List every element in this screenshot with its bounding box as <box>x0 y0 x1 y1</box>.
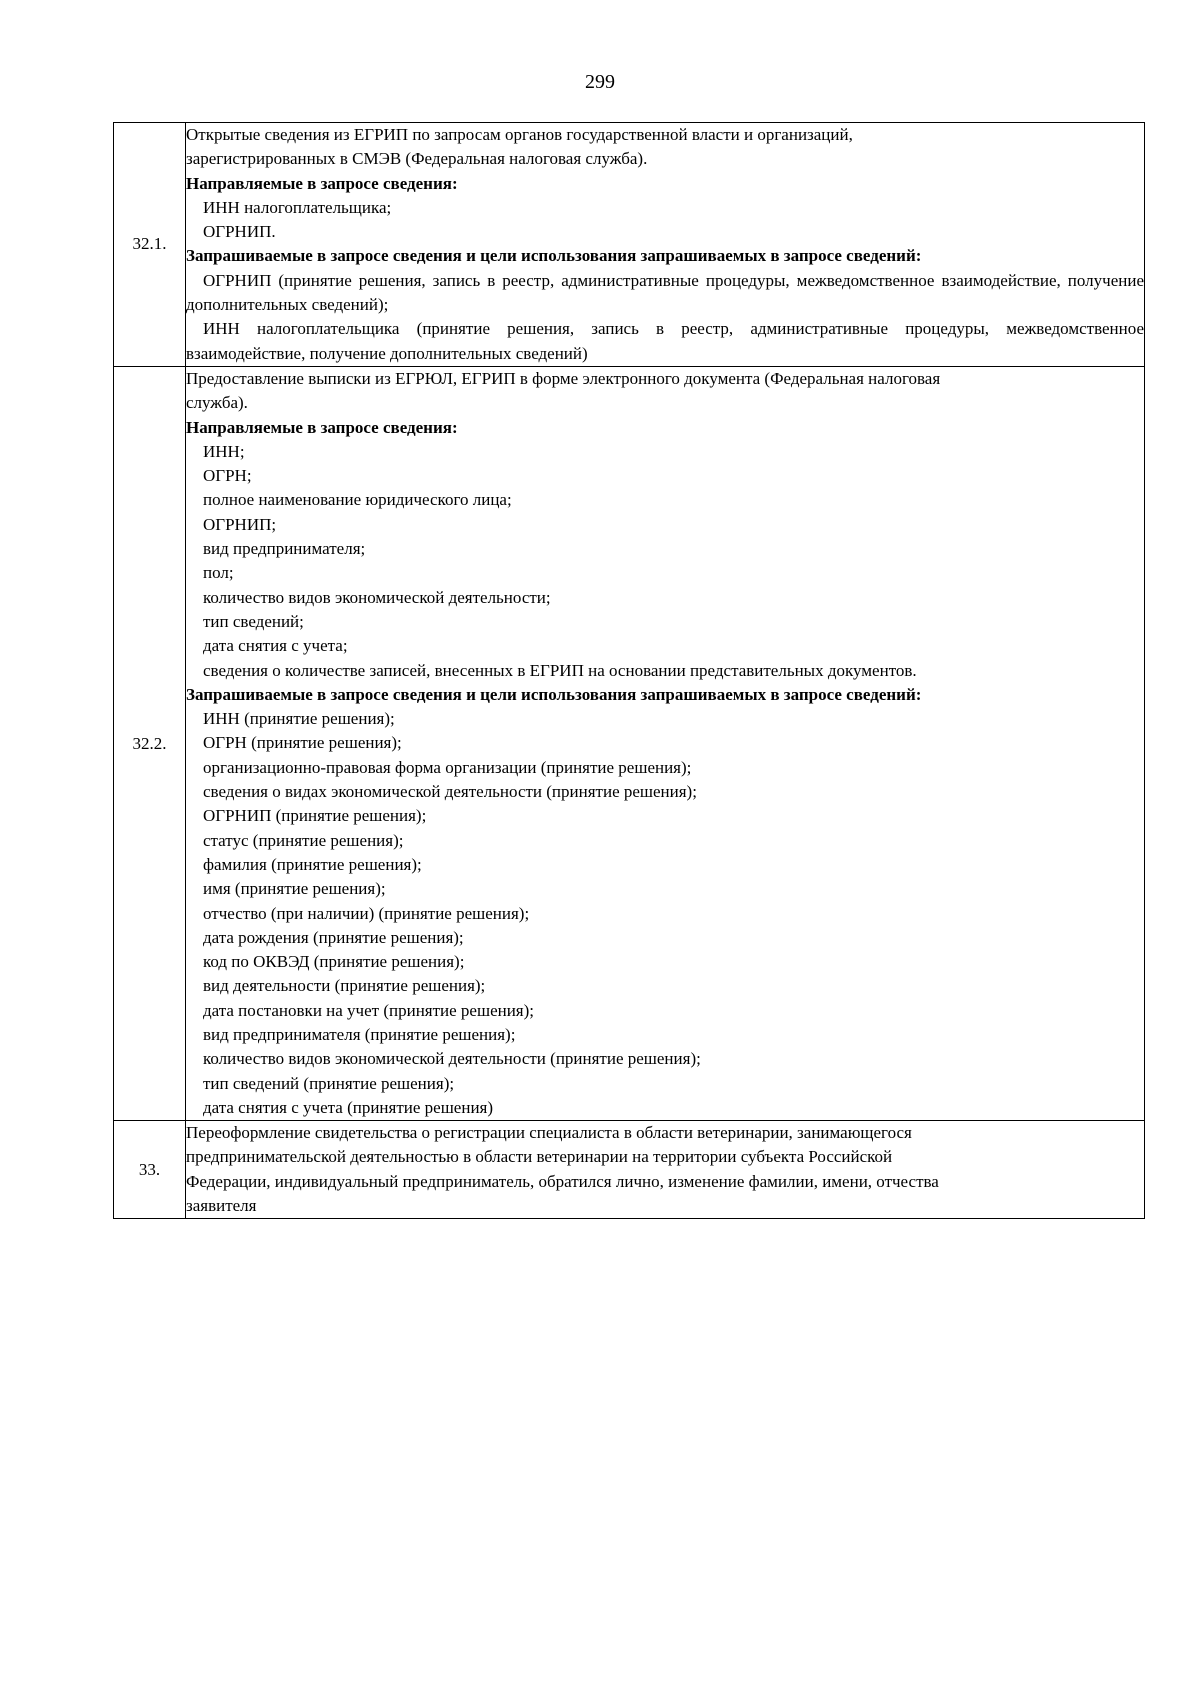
requested-item: организационно-правовая форма организации (принятие решения); <box>203 757 692 777</box>
requested-heading: Запрашиваемые в запросе сведения и цели использования запрашиваемых в запросе сведений: <box>186 246 922 266</box>
sent-item: дата снятия с учета; <box>203 636 348 656</box>
requested-item: дата снятия с учета (принятие решения) <box>203 1097 494 1117</box>
sent-item: пол; <box>203 563 234 583</box>
services-table <box>113 122 1145 1219</box>
requested-item: ОГРН (принятие решения); <box>203 733 402 753</box>
requested-item: отчество (при наличии) (принятие решения); <box>203 903 530 923</box>
row-number: 33. <box>114 1121 186 1219</box>
requested-item: код по ОКВЭД (принятие решения); <box>203 952 465 972</box>
requested-paragraph: ОГРНИП (принятие решения, запись в реестр, административные процедуры, межведомственное взаимодействие, получение дополнительных сведений); <box>186 270 1144 315</box>
service-title-line: Переоформление свидетельства о регистрации специалиста в области ветеринарии, занимающегося <box>186 1123 912 1143</box>
requested-item: количество видов экономической деятельности (принятие решения); <box>203 1049 701 1069</box>
row-content <box>186 366 1145 1120</box>
page-number: 299 <box>585 71 615 93</box>
requested-paragraph: ИНН налогоплательщика (принятие решения, запись в реестр, административные процедуры, межведомственное взаимодействие, получение дополнительных сведений) <box>186 319 1144 363</box>
requested-item: имя (принятие решения); <box>203 879 386 899</box>
sent-heading: Направляемые в запросе сведения: <box>186 173 458 193</box>
service-title-line: Предоставление выписки из ЕГРЮЛ, ЕГРИП в форме электронного документа (Федеральная налоговая <box>186 368 941 388</box>
service-title-line: служба). <box>186 393 248 413</box>
service-title-line: предпринимательской деятельностью в области ветеринарии на территории субъекта Российской <box>186 1147 893 1167</box>
requested-item: сведения о видах экономической деятельности (принятие решения); <box>203 782 697 802</box>
requested-item: ИНН (принятие решения); <box>203 709 395 729</box>
sent-item: тип сведений; <box>203 611 304 631</box>
service-title-line: Федерации, индивидуальный предприниматель, обратился лично, изменение фамилии, имени, отчества <box>186 1171 939 1191</box>
requested-item: тип сведений (принятие решения); <box>203 1073 455 1093</box>
row-number: 32.1. <box>114 123 186 367</box>
sent-item: сведения о количестве записей, внесенных в ЕГРИП на основании представительных документов. <box>203 660 917 680</box>
sent-item: ИНН налогоплательщика; <box>203 197 392 217</box>
requested-item: вид деятельности (принятие решения); <box>203 976 486 996</box>
requested-item: дата постановки на учет (принятие решения); <box>203 1000 535 1020</box>
service-title-line: зарегистрированных в СМЭВ (Федеральная налоговая служба). <box>186 149 648 169</box>
requested-heading: Запрашиваемые в запросе сведения и цели использования запрашиваемых в запросе сведений: <box>186 684 922 704</box>
sent-item: ОГРНИП; <box>203 514 277 534</box>
requested-item: статус (принятие решения); <box>203 830 404 850</box>
requested-item: дата рождения (принятие решения); <box>203 927 464 947</box>
sent-item: количество видов экономической деятельности; <box>203 587 551 607</box>
sent-item: ОГРНИП. <box>203 222 276 242</box>
service-title-line: заявителя <box>186 1196 257 1216</box>
row-content <box>186 123 1145 367</box>
row-content <box>186 1121 1145 1219</box>
sent-item: ОГРН; <box>203 466 252 486</box>
table-row <box>114 1121 1145 1219</box>
sent-item: полное наименование юридического лица; <box>203 490 512 510</box>
sent-heading: Направляемые в запросе сведения: <box>186 417 458 437</box>
sent-item: вид предпринимателя; <box>203 539 366 559</box>
requested-item: фамилия (принятие решения); <box>203 854 422 874</box>
requested-item: вид предпринимателя (принятие решения); <box>203 1024 516 1044</box>
table-row <box>114 123 1145 367</box>
requested-item: ОГРНИП (принятие решения); <box>203 806 427 826</box>
sent-item: ИНН; <box>203 441 245 461</box>
service-title-line: Открытые сведения из ЕГРИП по запросам органов государственной власти и организаций, <box>186 125 853 144</box>
table-row <box>114 366 1145 1120</box>
row-number: 32.2. <box>114 366 186 1120</box>
